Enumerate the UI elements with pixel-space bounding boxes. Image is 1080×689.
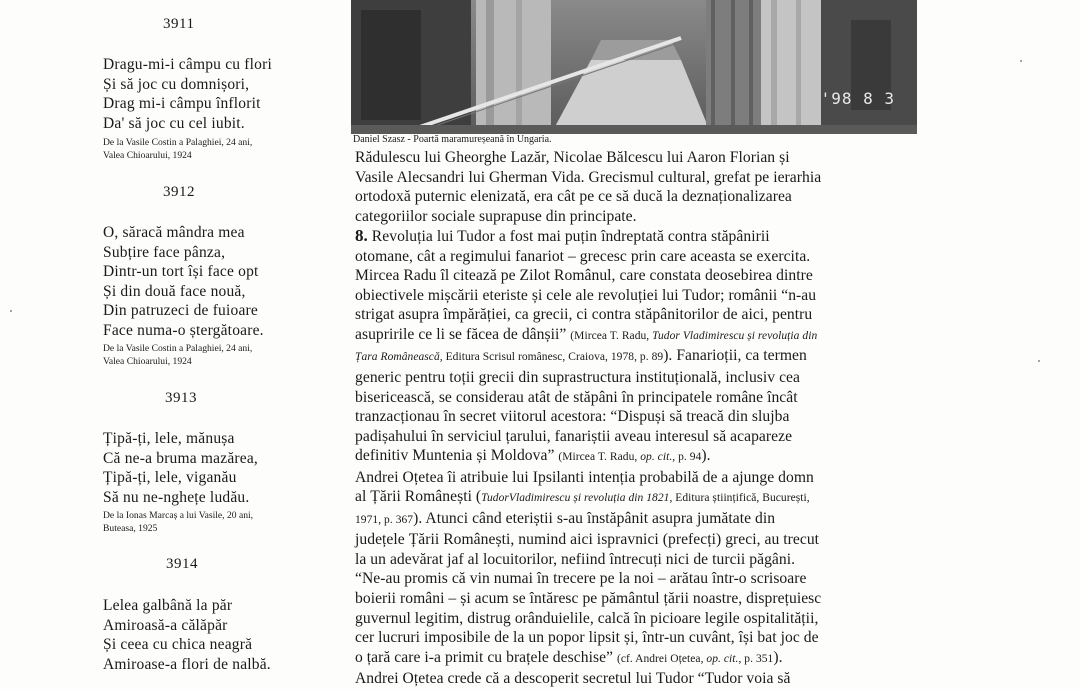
- text-line: [355, 305, 915, 325]
- citation-text: , Editura științifică, București,: [669, 492, 810, 505]
- poem-line: Și din două face nouă,: [103, 282, 246, 300]
- text-line: [355, 589, 915, 609]
- text-span: ). Atunci când eteriștii s-au înstăpânit asupra jumătate din: [413, 509, 776, 527]
- text-line: [355, 346, 915, 368]
- poem-line: Și ceea cu chica neagră: [103, 636, 253, 653]
- poem-line: Și să joc cu domnișori,: [103, 75, 250, 93]
- citation-text: TudorVladimirescu și revoluția din 1821: [481, 492, 670, 505]
- poem-line: Amiroase-a flori de nalbă.: [103, 655, 271, 673]
- text-span: la un adevărat jaf al locuitorilor, nefiind întrecuți nici de turcii păgâni.: [355, 550, 796, 568]
- poem-number: 3911: [163, 16, 195, 32]
- text-line: [355, 187, 915, 207]
- source-line: De la Ionas Marcaș a lui Vasile, 20 ani,: [103, 510, 254, 521]
- poem-line: Din patruzeci de fuioare: [103, 302, 258, 319]
- citation-text: Țara Românească,: [355, 351, 443, 364]
- citation-text: , p. 351: [738, 652, 774, 665]
- text-line: [355, 446, 915, 468]
- text-line: [355, 207, 915, 227]
- text-line: [355, 247, 915, 267]
- poem-line: Să nu ne-nghețe ludău.: [103, 488, 250, 506]
- text-span: otomane, cât a regimului fanariot – grecesc prin care aceasta se exercita.: [355, 247, 811, 265]
- source-line: De la Vasile Costin a Palaghiei, 24 ani,: [103, 137, 253, 148]
- text-span: guvernul legitim, distrug orânduielile, calcă în picioare legile ospitalității,: [355, 609, 819, 627]
- text-line: [355, 168, 915, 188]
- poem-line: Dragu-mi-i câmpu cu flori: [103, 56, 272, 73]
- scan-speck: [1020, 60, 1022, 62]
- citation-text: (Mircea T. Radu,: [570, 329, 653, 342]
- poem-line: Subțire face pânza,: [103, 243, 226, 261]
- poem-lines: [103, 596, 271, 674]
- text-line: [355, 569, 915, 589]
- poem-line: Da' să joc cu cel iubit.: [103, 114, 245, 132]
- citation-text: 1971, p. 367: [355, 513, 414, 526]
- text-line: [355, 669, 915, 689]
- poem-source: [103, 343, 338, 368]
- poem-source: [103, 510, 338, 535]
- text-span: bisericească, se considerau atât de stăpâni în principatele române încât: [355, 388, 798, 406]
- text-span: obiectivele mișcării eteriste și cele ale revoluției lui Tudor; românii “n-au: [355, 286, 817, 304]
- paragraph-number: 8.: [355, 226, 368, 246]
- text-line: [355, 368, 915, 388]
- poem-line: Drag mi-i câmpu înflorit: [103, 95, 261, 112]
- text-line: [355, 286, 915, 306]
- gate-photo: [351, 0, 917, 134]
- poem-number: 3914: [166, 556, 198, 572]
- poem-lines: [103, 55, 272, 133]
- citation-text: Tudor Vladimirescu și revoluția din: [652, 329, 818, 342]
- text-line: [355, 148, 915, 168]
- text-span: strigat asupra împărăției, ca grecii, ci contra stăpânitorilor de aici, pentru: [355, 306, 813, 324]
- text-line: [355, 530, 915, 550]
- text-line: [355, 325, 915, 347]
- text-span: asupririle ce li se făcea de dânșii”: [355, 325, 571, 343]
- poem-lines: [103, 429, 258, 507]
- text-line: [355, 266, 915, 286]
- text-span: Vasile Alecsandri lui Gherman Vida. Grecismul cultural, grefat pe ierarhia: [355, 168, 822, 186]
- text-span: boierii români – și acum se întăresc pe pământul țării noastre, disprețuiesc: [355, 590, 822, 608]
- scan-speck: [10, 310, 12, 312]
- text-span: Rădulescu lui Gheorghe Lazăr, Nicolae Bălcescu lui Aaron Florian și: [355, 149, 790, 166]
- photo-caption: Daniel Szasz - Poartă maramureșeană în Ungaria.: [353, 134, 552, 145]
- right-column-text: [355, 148, 915, 689]
- photo-date-stamp: '98 8 3: [820, 89, 895, 108]
- text-span: ).: [773, 648, 783, 666]
- text-span: ortodoxă puternic elenizată, era cât pe ce să ducă la deznaționalizarea: [355, 188, 792, 206]
- text-span: al Țării Românești (: [355, 488, 482, 506]
- poem-line: Țipă-ți, lele, mănușa: [103, 430, 235, 447]
- citation-text: (Mircea T. Radu,: [558, 451, 641, 464]
- poem-line: Țipă-ți, lele, viganău: [103, 469, 237, 486]
- gate-photo-image: [351, 0, 917, 134]
- source-line: Buteasa, 1925: [103, 522, 158, 534]
- text-span: “Ne-au promis că vin numai în trecere pe la noi – arătau într-o scrisoare: [355, 570, 807, 588]
- poem-number: 3912: [163, 184, 195, 200]
- poem-number: 3913: [165, 390, 197, 406]
- text-line: [355, 609, 915, 629]
- text-span: cer lucruri imposibile de la un popor lipsit și, într-un cuvânt, își bat joc de: [355, 629, 819, 647]
- text-line: [355, 468, 915, 488]
- text-line: [355, 388, 915, 408]
- poem-source: [103, 137, 338, 162]
- text-span: Revoluția lui Tudor a fost mai puțin îndreptată contra stăpânirii: [367, 228, 770, 246]
- text-line: [355, 648, 915, 670]
- text-span: ). Fanarioții, ca termen: [663, 347, 807, 365]
- scan-speck: [1038, 360, 1040, 362]
- source-line: Valea Chioarului, 1924: [103, 149, 192, 161]
- text-line: [355, 427, 915, 447]
- citation-text: op. cit.: [706, 652, 739, 665]
- poem-lines: [103, 223, 264, 340]
- citation-text: , p. 94: [672, 451, 702, 464]
- poem-line: Face numa-o ștergătoare.: [103, 321, 264, 339]
- poem-line: Dintr-un tort își face opt: [103, 263, 259, 280]
- text-span: generic pentru toții grecii din suprastructura instituțională, inclusiv cea: [355, 369, 801, 387]
- text-span: județele Țării Românești, numind aici ispravnici (prefecți) greci, au trecut: [355, 531, 820, 549]
- poem-line: Amiroasă-a călăpăr: [103, 616, 228, 634]
- text-line: [355, 509, 915, 531]
- text-span: tranzacționau în secret viitorul acestora: “Dispuși să treacă din slujba: [355, 408, 790, 426]
- text-span: padișahului în serviciul țarului, fanariștii aveau interesul să acapareze: [355, 427, 793, 445]
- text-span: categoriilor sociale suprapuse din principate.: [355, 207, 637, 225]
- text-span: Andrei Oțetea crede că a descoperit secretul lui Tudor “Tudor voia să: [355, 670, 791, 688]
- poem-line: O, săracă mândra mea: [103, 224, 245, 241]
- citation-text: Editura Scrisul românesc, Craiova, 1978, p. 89: [442, 351, 664, 364]
- text-span: definitiv Muntenia și Moldova”: [355, 447, 559, 465]
- source-line: De la Vasile Costin a Palaghiei, 24 ani,: [103, 343, 253, 354]
- text-line: [355, 487, 915, 509]
- source-line: Valea Chioarului, 1924: [103, 355, 192, 367]
- text-line: [355, 628, 915, 648]
- text-span: Andrei Oțetea îi atribuie lui Ipsilanti intenția probabilă de a ajunge domn: [355, 468, 814, 486]
- text-span: Mircea Radu îl citează pe Zilot Românul, care constata deosebirea dintre: [355, 267, 813, 285]
- poem-line: Că ne-a bruma mazărea,: [103, 449, 259, 467]
- text-span: ).: [701, 447, 711, 465]
- text-line: [355, 226, 915, 247]
- citation-text: (cf. Andrei Oțetea,: [616, 652, 707, 665]
- text-span: o țară care i-a primit cu brațele deschise”: [355, 648, 617, 666]
- citation-text: op. cit.: [640, 451, 673, 464]
- poem-line: Lelea galbână la păr: [103, 597, 233, 614]
- text-line: [355, 550, 915, 570]
- text-line: [355, 407, 915, 427]
